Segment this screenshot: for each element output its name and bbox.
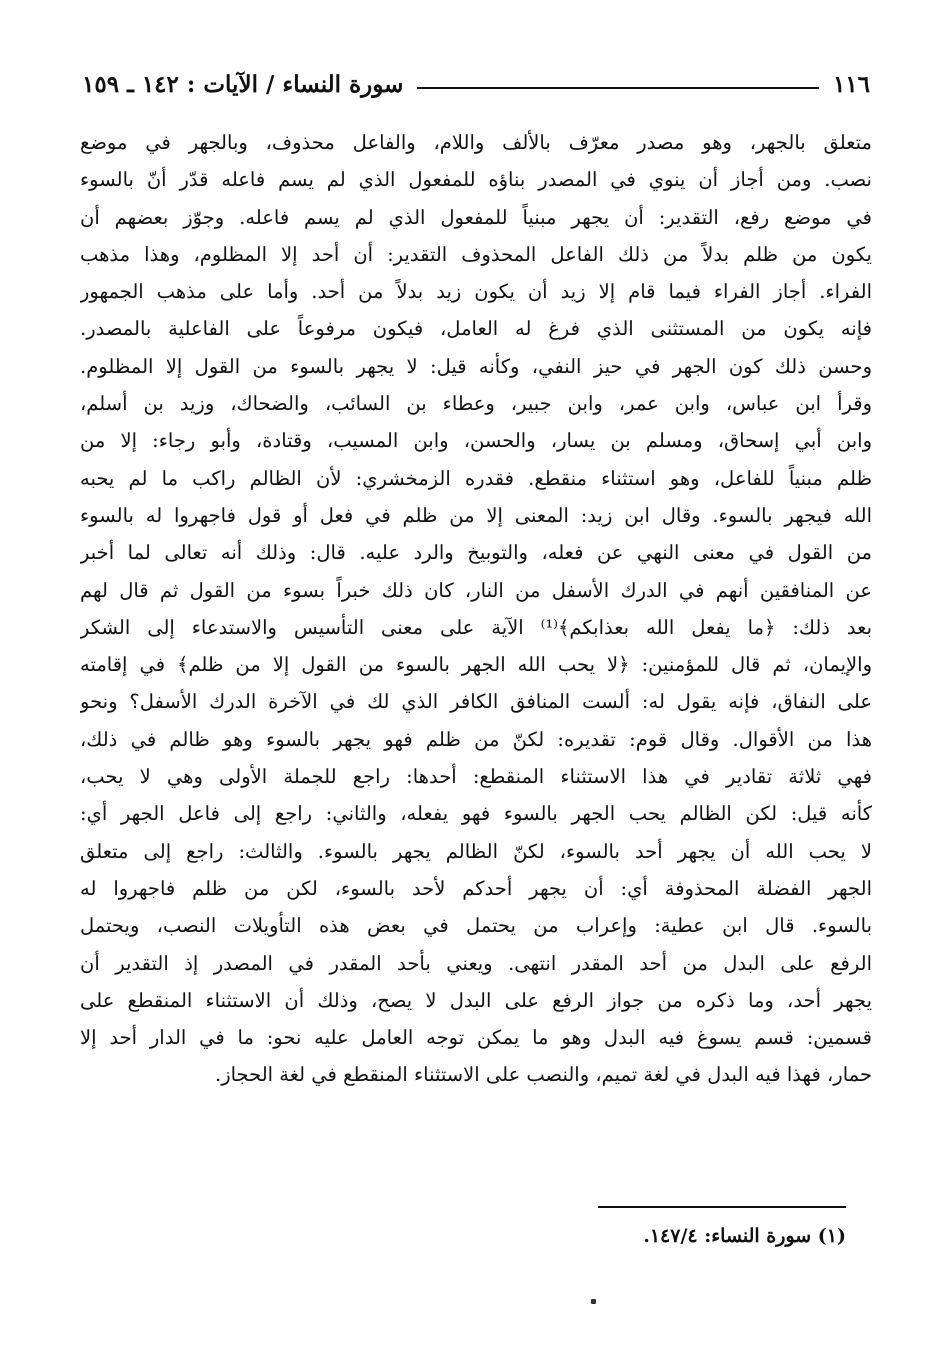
text-line: فهي ثلاثة تقادير في هذا الاستثناء المنقطع: أحدها: راجع للجملة الأولى وهي لا يحب، [80,765,872,789]
footnote: (١) سورة النساء: ١٤٧/٤. [643,1225,846,1247]
footnote-rule [598,1206,846,1208]
text-line: وحسن ذلك كون الجهر في حيز النفي، وكأنه قيل: لا يجهر بالسوء من القول إلا المظلوم. [80,354,872,378]
body-text [80,124,872,1094]
text-line: بعد ذلك: ﴿ما يفعل الله بعذابكم﴾⁽¹⁾ الآية على معنى التأسيس والاستدعاء إلى الشكر [80,615,872,639]
text-line: الرفع على البدل من أحد المقدر انتهى. ويعني بأحد المقدر في المصدر إذ التقدير أن [80,951,872,975]
text-line: كأنه قيل: لكن الظالم يحب الجهر بالسوء فهو يفعله، والثاني: راجع إلى فاعل الجهر أي: [80,802,872,826]
text-line: في موضع رفع، التقدير: أن يجهر مبنياً للمفعول الذي لم يسم فاعله. وجوّز بعضهم أن [80,205,872,229]
header-title: سورة النساء / الآيات : ١٤٢ ـ ١٥٩ [82,70,404,98]
scan-speck [591,1299,596,1304]
text-line: الفراء. أجاز الفراء فيما قام إلا زيد أن يكون زيد بدلاً من أحد. وأما على مذهب الجمهور [80,280,872,304]
text-line: متعلق بالجهر، وهو مصدر معرّف بالألف واللام، والفاعل محذوف، وبالجهر في موضع [80,131,872,154]
text-line: وابن أبي إسحاق، ومسلم بن يسار، والحسن، وابن المسيب، وقتادة، وأبو رجاء: إلا من [80,429,872,453]
text-line: الله فيجهر بالسوء. وقال ابن زيد: المعنى إلا من ظلم في فعل أو قول فاجهروا له بالسوء [80,503,872,527]
text-line: والإيمان، ثم قال للمؤمنين: ﴿لا يحب الله الجهر بالسوء من القول إلا من ظلم﴾ في إقامته [80,653,872,677]
page-number: ١١٦ [832,70,870,98]
text-line: يجهر أحد، وما ذكره من جواز الرفع على البدل لا يصح، وذلك أن الاستثناء المنقطع على [80,988,872,1012]
text-line: وقرأ ابن عباس، وابن عمر، وابن جبير، وعطاء بن السائب، والضحاك، وزيد بن أسلم، [80,392,872,416]
text-line: يكون من ظلم بدلاً من ذلك الفاعل المحذوف التقدير: أن أحد إلا المظلوم، وهذا مذهب [80,242,872,266]
text-line: عن المنافقين أنهم في الدرك الأسفل من النار، كان ذلك خبراً بسوء من القول ثم قال لهم [80,578,872,602]
text-line: قسمين: قسم يسوغ فيه البدل وهو ما يمكن توجه العامل عليه نحو: ما في الدار أحد إلا [80,1026,872,1050]
running-header [82,64,870,104]
text-line: ظلم مبنياً للفاعل، وهو استثناء منقطع. فقدره الزمخشري: لأن الظالم راكب ما لم يحبه [80,466,872,490]
text-line: على النفاق، فإنه يقول له: ألست المنافق الكافر الذي لك في الآخرة الدرك الأسفل؟ ونحو [80,690,872,714]
text-line: الجهر الفضلة المحذوفة أي: أن يجهر أحدكم لأحد بالسوء، لكن من ظلم فاجهروا له [80,876,872,900]
text-line: من القول في معنى النهي عن فعله، والتوبيخ والرد عليه. قال: وذلك أنه تعالى لما أخبر [80,541,872,565]
text-line: حمار، فهذا فيه البدل في لغة تميم، والنصب على الاستثناء المنقطع في لغة الحجاز. [215,1063,872,1087]
text-line: نصب. ومن أجاز أن ينوي في المصدر بناؤه للمفعول الذي لم يسم فاعله قدّر أنّ بالسوء [80,168,872,192]
header-rule [417,87,819,89]
text-line: لا يحب الله أن يجهر أحد بالسوء، لكنّ الظالم يجهر بالسوء. والثالث: راجع إلى متعلق [80,839,872,863]
text-line: بالسوء. قال ابن عطية: وإعراب من يحتمل في بعض هذه التأويلات النصب، ويحتمل [80,914,872,938]
text-line: هذا من الأقوال. وقال قوم: تقديره: لكنّ من ظلم فهو يجهر بالسوء وهو ظالم في ذلك، [80,727,872,751]
text-line: فإنه يكون من المستثنى الذي فرغ له العامل، فيكون مرفوعاً على الفاعلية بالمصدر. [80,317,872,341]
